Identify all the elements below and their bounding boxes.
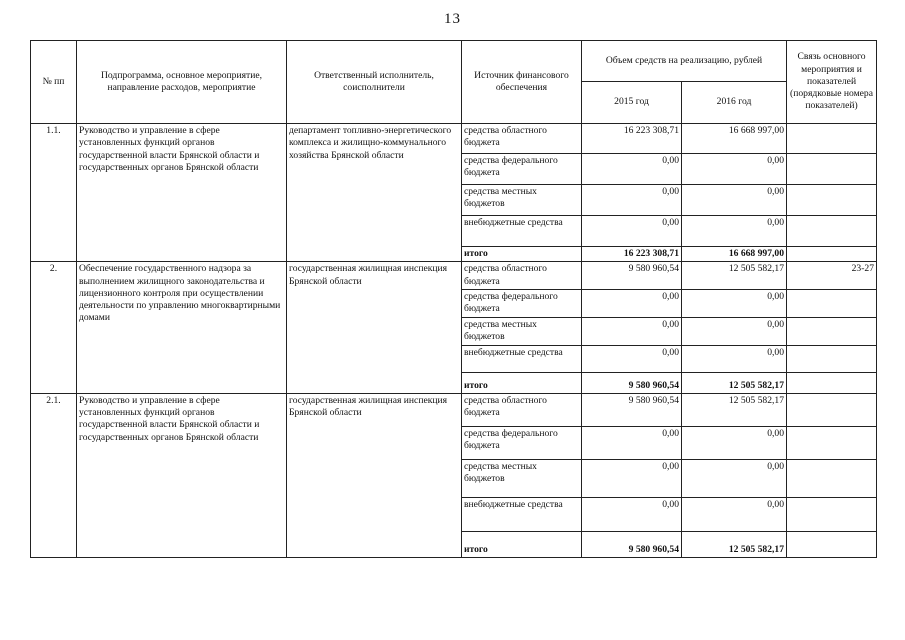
page-number: 13 (444, 11, 461, 27)
funding-source: средства федерального бюджета (462, 426, 582, 459)
amount-2015: 0,00 (582, 185, 682, 216)
amount-2016: 16 668 997,00 (682, 247, 787, 262)
indicator-link-empty (787, 317, 877, 345)
amount-2015: 9 580 960,54 (582, 393, 682, 426)
table-row (31, 393, 877, 426)
row-number: 2. (31, 262, 77, 394)
total-label: итого (462, 372, 582, 393)
amount-2016: 0,00 (682, 459, 787, 497)
executor-name: департамент топливно-энергетического комплекса и жилищно-коммунального хозяйства Брянской области (287, 124, 462, 262)
table-body (31, 124, 877, 558)
amount-2015: 0,00 (582, 345, 682, 372)
amount-2016: 0,00 (682, 289, 787, 317)
header-source: Источник финансового обеспечения (462, 41, 582, 124)
row-number: 1.1. (31, 124, 77, 262)
amount-2016: 0,00 (682, 426, 787, 459)
amount-2016: 0,00 (682, 154, 787, 185)
amount-2016: 0,00 (682, 185, 787, 216)
program-name: Обеспечение государственного надзора за выполнением жилищного законодательства и лицензионного контроля при осуществлении деятельности по управлению многоквартирными домами (77, 262, 287, 394)
amount-2015: 0,00 (582, 289, 682, 317)
amount-2015: 0,00 (582, 497, 682, 531)
table-row (31, 124, 877, 154)
indicator-link-empty (787, 154, 877, 185)
amount-2016: 0,00 (682, 317, 787, 345)
amount-2015: 0,00 (582, 459, 682, 497)
indicator-link-empty (787, 531, 877, 557)
program-name: Руководство и управление в сфере установленных функций органов государственной власти Брянской области и государственных органов Брянской области (77, 393, 287, 557)
amount-2015: 0,00 (582, 154, 682, 185)
row-number: 2.1. (31, 393, 77, 557)
amount-2015: 9 580 960,54 (582, 372, 682, 393)
header-num: № пп (31, 41, 77, 124)
amount-2016: 12 505 582,17 (682, 531, 787, 557)
indicator-link: 23-27 (787, 262, 877, 290)
funding-source: средства местных бюджетов (462, 185, 582, 216)
indicator-link-empty (787, 459, 877, 497)
funding-source: внебюджетные средства (462, 216, 582, 247)
amount-2016: 0,00 (682, 216, 787, 247)
amount-2016: 12 505 582,17 (682, 393, 787, 426)
amount-2015: 0,00 (582, 216, 682, 247)
header-year-2016: 2016 год (682, 82, 787, 124)
amount-2015: 0,00 (582, 317, 682, 345)
header-program: Подпрограмма, основное мероприятие, направление расходов, мероприятие (77, 41, 287, 124)
amount-2016: 12 505 582,17 (682, 372, 787, 393)
total-label: итого (462, 531, 582, 557)
header-volume: Объем средств на реализацию, рублей (582, 41, 787, 82)
indicator-link-empty (787, 216, 877, 247)
indicator-link-empty (787, 345, 877, 372)
executor-name: государственная жилищная инспекция Брянской области (287, 393, 462, 557)
funding-source: внебюджетные средства (462, 345, 582, 372)
funding-source: средства федерального бюджета (462, 289, 582, 317)
indicator-link-empty (787, 372, 877, 393)
table-row (31, 262, 877, 290)
funding-source: средства областного бюджета (462, 124, 582, 154)
indicator-link-empty (787, 289, 877, 317)
indicator-link-empty (787, 185, 877, 216)
program-name: Руководство и управление в сфере установленных функций органов государственной власти Брянской области и государственных органов Брянской области (77, 124, 287, 262)
amount-2015: 0,00 (582, 426, 682, 459)
budget-table (30, 40, 877, 558)
amount-2015: 9 580 960,54 (582, 531, 682, 557)
header-year-2015: 2015 год (582, 82, 682, 124)
amount-2016: 0,00 (682, 345, 787, 372)
funding-source: средства местных бюджетов (462, 317, 582, 345)
indicator-link (787, 124, 877, 154)
amount-2015: 16 223 308,71 (582, 124, 682, 154)
indicator-link-empty (787, 426, 877, 459)
indicator-link (787, 393, 877, 426)
amount-2015: 16 223 308,71 (582, 247, 682, 262)
header-link: Связь основного мероприятия и показателей (порядковые номера показателей) (787, 41, 877, 124)
amount-2016: 0,00 (682, 497, 787, 531)
header-executor: Ответственный исполнитель, соисполнители (287, 41, 462, 124)
amount-2016: 16 668 997,00 (682, 124, 787, 154)
executor-name: государственная жилищная инспекция Брянской области (287, 262, 462, 394)
indicator-link-empty (787, 247, 877, 262)
funding-source: средства областного бюджета (462, 262, 582, 290)
funding-source: средства областного бюджета (462, 393, 582, 426)
amount-2016: 12 505 582,17 (682, 262, 787, 290)
amount-2015: 9 580 960,54 (582, 262, 682, 290)
funding-source: внебюджетные средства (462, 497, 582, 531)
total-label: итого (462, 247, 582, 262)
funding-source: средства местных бюджетов (462, 459, 582, 497)
indicator-link-empty (787, 497, 877, 531)
funding-source: средства федерального бюджета (462, 154, 582, 185)
